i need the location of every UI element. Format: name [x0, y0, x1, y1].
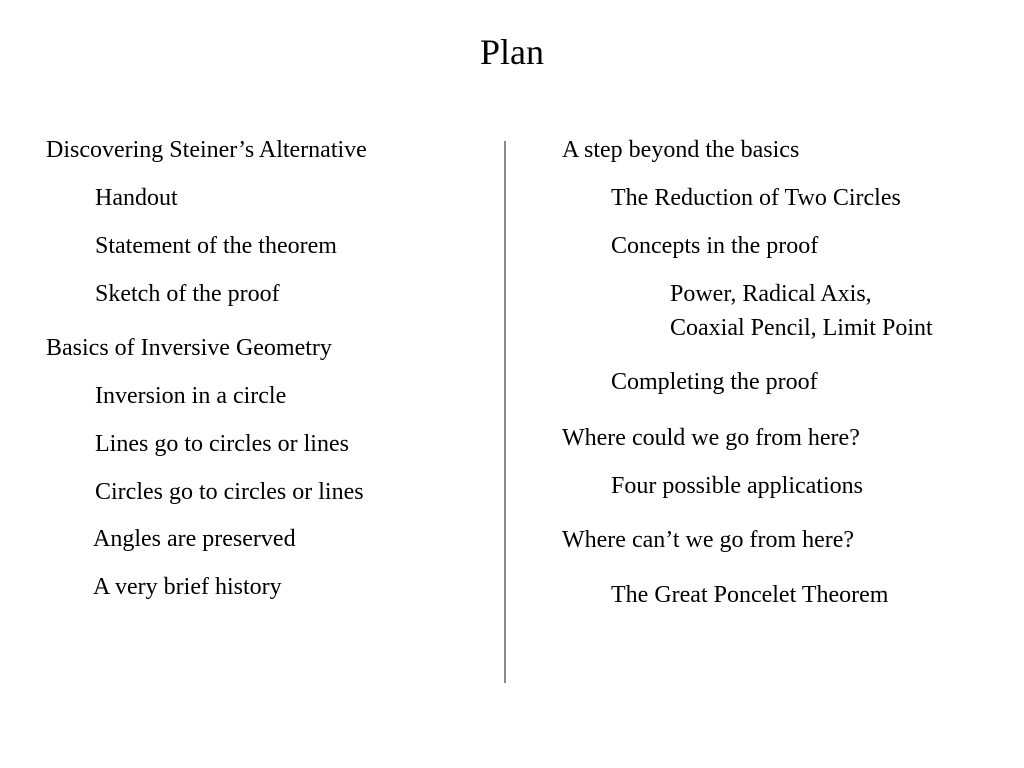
section-heading-cant-go: Where can’t we go from here? — [562, 527, 855, 553]
list-item: Inversion in a circle — [95, 383, 287, 409]
section-heading-steiner: Discovering Steiner’s Alternative — [46, 137, 367, 163]
list-item: Concepts in the proof — [611, 233, 819, 259]
sub-list-item: Power, Radical Axis, — [670, 281, 872, 307]
list-item: Completing the proof — [611, 369, 818, 395]
list-item: A very brief history — [93, 574, 282, 600]
list-item: Circles go to circles or lines — [95, 479, 364, 505]
section-heading-beyond-basics: A step beyond the basics — [562, 137, 800, 163]
list-item: The Great Poncelet Theorem — [611, 582, 889, 608]
column-divider — [504, 141, 506, 683]
slide-title: Plan — [479, 32, 544, 72]
list-item: Statement of the theorem — [95, 233, 337, 259]
list-item: Four possible applications — [611, 473, 863, 499]
list-item: Handout — [95, 185, 178, 211]
list-item: Lines go to circles or lines — [95, 431, 349, 457]
section-heading-could-go: Where could we go from here? — [562, 425, 860, 451]
list-item: The Reduction of Two Circles — [611, 185, 901, 211]
section-heading-inversive: Basics of Inversive Geometry — [46, 335, 332, 361]
sub-list-item: Coaxial Pencil, Limit Point — [670, 315, 933, 341]
list-item: Angles are preserved — [93, 526, 296, 552]
list-item: Sketch of the proof — [95, 281, 280, 307]
